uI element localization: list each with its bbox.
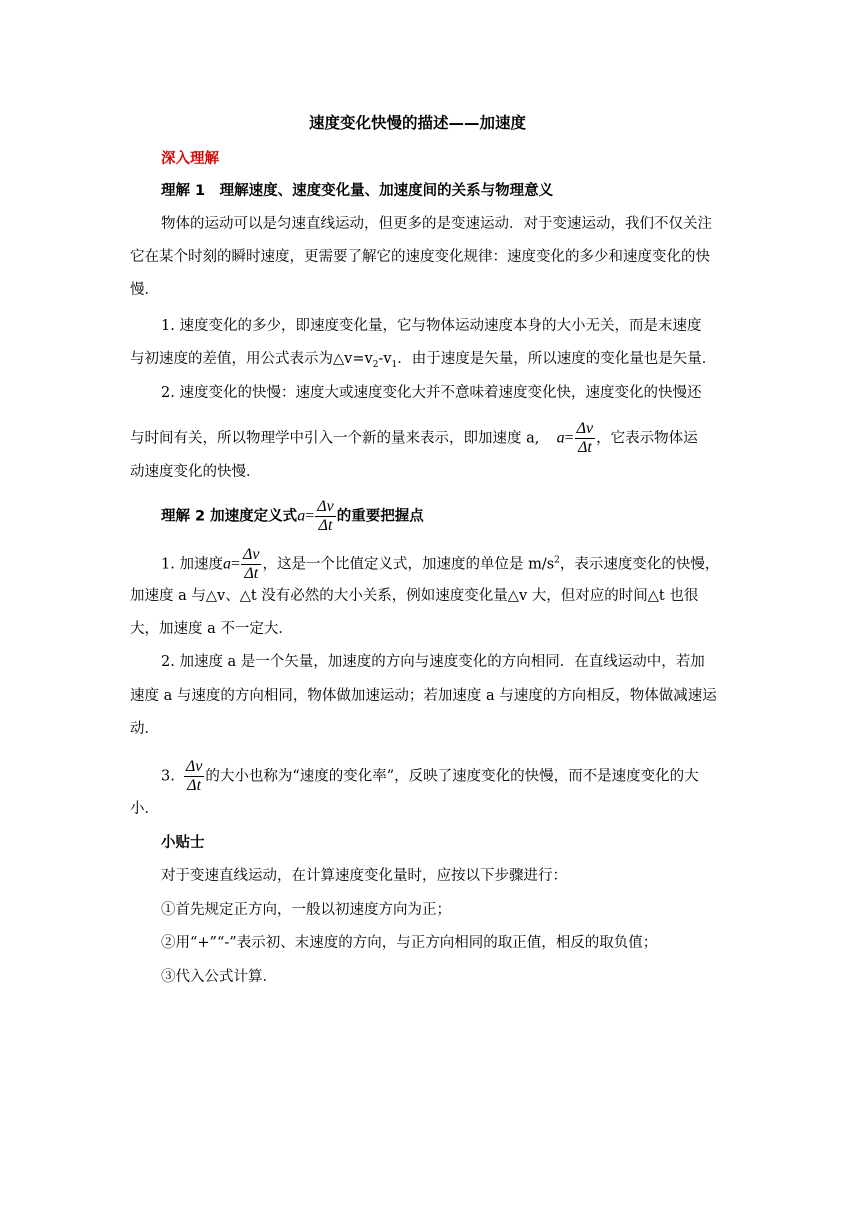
- paragraph-line: 速度 a 与速度的方向相同，物体做加速运动；若加速度 a 与速度的方向相反，物体做减速运: [130, 688, 717, 704]
- paragraph-line: 与初速度的差值，用公式表示为$\triangle v=v_2-v_1$．由于速度是矢量，所以速度的变化量也是矢量．: [130, 351, 717, 370]
- paragraph-line: 加速度 a 与△v、△t 没有必然的大小关系，例如速度变化量△v 大，但对应的时间△t 也很: [130, 588, 699, 604]
- paragraph-line: 与时间有关，所以物理学中引入一个新的量来表示，即加速度 a, a= $\frac{\Delta v}{\Delta t}$ ，它表示物体运: [130, 420, 698, 456]
- paragraph-line: 大，加速度 a 不一定大．: [130, 621, 293, 637]
- paragraph-line: 慢．: [130, 282, 159, 298]
- paragraph-line: 2. 加速度 a 是一个矢量，加速度的方向与速度变化的方向相同．在直线运动中，若加: [161, 654, 705, 670]
- tip-step-3: ③代入公式计算．: [161, 969, 277, 985]
- paragraph-line: 动速度变化的快慢．: [130, 464, 261, 480]
- tip-step-1: ①首先规定正方向，一般以初速度方向为正；: [161, 902, 451, 918]
- page-title: 速度变化快慢的描述——加速度: [309, 114, 527, 132]
- understanding-1-heading: 理解 1 理解速度、速度变化量、加速度间的关系与物理意义: [161, 183, 554, 199]
- tip-line: 对于变速直线运动，在计算速度变化量时，应按以下步骤进行：: [161, 868, 567, 884]
- paragraph-line: 小．: [130, 801, 159, 817]
- fraction-formula: $\frac{\Delta v}{\Delta t}$: [317, 498, 334, 534]
- paragraph-line: 3. $\frac{\Delta v}{\Delta t}$ 的大小也称为“速度的变化率”，反映了速度变化的快慢，而不是速度变化的大: [161, 758, 699, 794]
- paragraph-line: 2. 速度变化的快慢：速度大或速度变化大并不意味着速度变化快，速度变化的快慢还: [161, 385, 702, 401]
- fraction-formula: $\frac{\Delta v}{\Delta t}$: [185, 758, 203, 794]
- paragraph-line: 它在某个时刻的瞬时速度，更需要了解它的速度变化规律：速度变化的多少和速度变化的快: [130, 249, 710, 265]
- tip-step-2: ②用“+”“-”表示初、末速度的方向，与正方向相同的取正值，相反的取负值；: [161, 935, 658, 951]
- fraction-formula: $\frac{\Delta v}{\Delta t}$: [242, 546, 260, 582]
- understanding-2-heading: 理解 2 加速度定义式a= $\frac{\Delta v}{\Delta t}$ 的重要把握点: [161, 498, 424, 534]
- fraction-formula: $\frac{\Delta v}{\Delta t}$: [576, 420, 594, 456]
- paragraph-line: 1. 加速度a= $\frac{\Delta v}{\Delta t}$ ，这是一个比值定义式，加速度的单位是 $m/s^2$，表示速度变化的快慢，: [161, 546, 720, 582]
- tip-heading: 小贴士: [161, 835, 205, 851]
- paragraph-line: 动．: [130, 721, 159, 737]
- paragraph-line: 物体的运动可以是匀速直线运动，但更多的是变速运动．对于变速运动，我们不仅关注: [161, 216, 712, 232]
- paragraph-line: 1. 速度变化的多少，即速度变化量，它与物体运动速度本身的大小无关，而是末速度: [161, 318, 702, 334]
- section-heading: 深入理解: [161, 151, 219, 167]
